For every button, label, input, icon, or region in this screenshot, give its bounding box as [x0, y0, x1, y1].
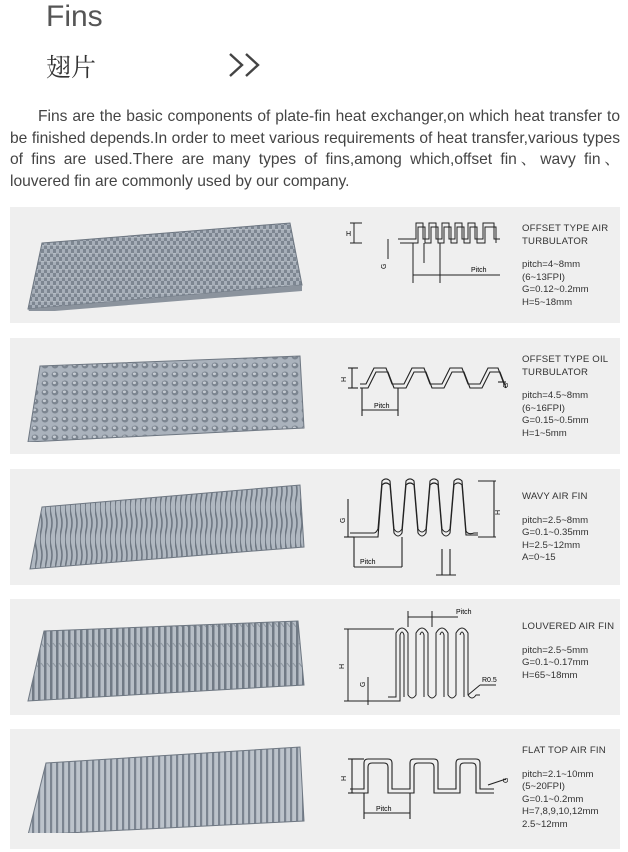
- offset-oil-fin-photo: [20, 352, 305, 442]
- fin-specs: [522, 223, 608, 310]
- spec-g: G=0.1~0.17mm: [522, 657, 589, 669]
- diagram-label-g: G: [503, 777, 510, 783]
- spec-fpi: (6~13FPI): [522, 271, 565, 283]
- intro-text: Fins are the basic components of plate-fin heat exchanger,on which heat transfer to be finished depends.In order to meet various requirements of heat transfer,various types of fins are used.There are many types of fins,among which,offset fin、wavy fin、louvered fin are commonly used by our company.: [10, 108, 620, 190]
- diagram-label-g: G: [503, 382, 510, 388]
- fin-name-line2: TURBULATOR: [522, 235, 589, 247]
- spec-g: G=0.12~0.2mm: [522, 284, 589, 296]
- fin-name: OFFSET TYPE AIR: [522, 223, 609, 234]
- flat-top-air-fin-diagram: [328, 735, 518, 825]
- diagram-label-g: G: [381, 263, 388, 269]
- spec-h: H=7,8,9,10,12mm: [522, 806, 599, 818]
- fin-name: WAVY AIR FIN: [522, 491, 588, 502]
- spec-h: H=1~5mm: [522, 427, 567, 439]
- spec-g: G=0.1~0.35mm: [522, 527, 589, 539]
- fin-specs: [522, 745, 606, 832]
- offset-air-fin-diagram: [328, 213, 518, 293]
- spec-a: A=0~15: [522, 552, 556, 564]
- diagram-label-h: H: [339, 663, 346, 669]
- louvered-air-fin-diagram: [328, 605, 518, 713]
- spec-h-range: 2.5~12mm: [522, 818, 568, 830]
- diagram-label-pitch: Pitch: [360, 559, 376, 566]
- offset-air-fin-photo: [20, 221, 305, 311]
- page-title: Fins: [46, 0, 103, 33]
- fin-name-line2: TURBULATOR: [522, 366, 589, 378]
- spec-pitch: pitch=2.1~10mm: [522, 768, 594, 780]
- spec-fpi: (5~20FPI): [522, 781, 565, 793]
- spec-h: H=65~18mm: [522, 669, 578, 681]
- page-title-chinese: 翅片: [46, 53, 97, 82]
- spec-h: H=5~18mm: [522, 296, 573, 308]
- spec-fpi: (6~16FPI): [522, 402, 565, 414]
- wavy-air-fin-diagram: [328, 475, 518, 583]
- spec-h: H=2.5~12mm: [522, 539, 581, 551]
- fin-card-louvered-air: [10, 599, 620, 715]
- intro-paragraph: [10, 106, 620, 192]
- spec-g: G=0.15~0.5mm: [522, 415, 589, 427]
- diagram-label-pitch: Pitch: [374, 403, 390, 410]
- diagram-label-pitch: Pitch: [471, 267, 487, 274]
- diagram-label-h: H: [495, 509, 502, 515]
- louvered-air-fin-photo: [20, 613, 305, 703]
- diagram-label-pitch: Pitch: [376, 806, 392, 813]
- fin-card-wavy-air: [10, 469, 620, 585]
- fin-specs: [522, 491, 589, 565]
- spec-pitch: pitch=2.5~8mm: [522, 514, 589, 526]
- offset-oil-fin-diagram: [328, 344, 518, 424]
- spec-pitch: pitch=2.5~5mm: [522, 644, 589, 656]
- fin-card-offset-air: [10, 207, 620, 323]
- flat-top-air-fin-photo: [20, 743, 305, 833]
- fin-card-offset-oil: [10, 338, 620, 454]
- diagram-label-radius: R0.5: [482, 677, 497, 684]
- fin-specs: [522, 621, 614, 682]
- diagram-label-pitch: Pitch: [456, 609, 472, 616]
- diagram-label-h: H: [346, 231, 352, 238]
- spec-pitch: pitch=4.5~8mm: [522, 390, 589, 402]
- diagram-label-h: H: [341, 775, 348, 781]
- diagram-label-g: G: [360, 681, 367, 687]
- fin-specs: [522, 354, 608, 441]
- double-chevron-right-icon: [228, 52, 264, 78]
- fin-name: OFFSET TYPE OIL: [522, 354, 609, 365]
- spec-pitch: pitch=4~8mm: [522, 259, 581, 271]
- wavy-air-fin-photo: [20, 483, 305, 573]
- diagram-label-h: H: [341, 376, 348, 382]
- fin-name: FLAT TOP AIR FIN: [522, 745, 606, 756]
- diagram-label-g: G: [340, 517, 347, 523]
- fin-card-flat-top-air: [10, 729, 620, 849]
- fin-name: LOUVERED AIR FIN: [522, 621, 615, 632]
- spec-g: G=0.1~0.2mm: [522, 793, 584, 805]
